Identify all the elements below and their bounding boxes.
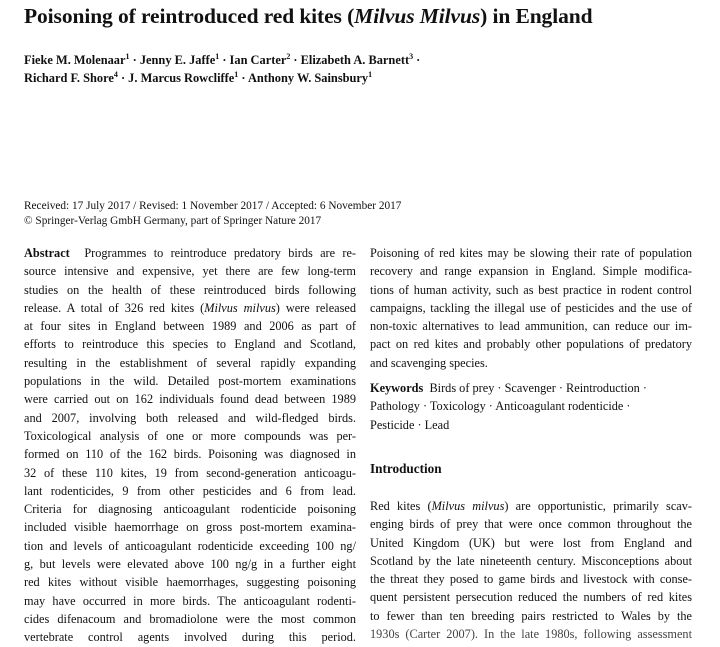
copyright-line: © Springer-Verlag GmbH Germany, part of Springer Nature 2017 <box>24 215 322 227</box>
abstract-line: studies on the health of these reintroduced birds following <box>24 282 356 297</box>
author-name: Richard F. Shore <box>24 71 114 85</box>
keywords-label: Keywords <box>370 381 424 395</box>
received-dates: Received: 17 July 2017 / Revised: 1 November 2017 / Accepted: 6 November 2017 <box>24 200 402 212</box>
abstract-continued-line: Poisoning of red kites may be slowing their rate of population <box>370 246 692 260</box>
abstract-line: source intensive and expensive, yet there are few long-term <box>24 264 356 279</box>
abstract-line: Criteria for diagnosing anticoagulant rodenticide poisoning <box>24 502 356 517</box>
abstract-line: g, but levels were elevated above 100 ng/g in a further eight <box>24 557 356 572</box>
author-separator: · <box>238 71 248 85</box>
intro-line: Red kites (Milvus milvus) are opportunistic, primarily scav- <box>370 499 692 513</box>
keywords-block <box>370 379 692 434</box>
affiliation-marker: 2 <box>286 52 291 61</box>
abstract-line: resulting in the establishment of several rapidly expanding <box>24 355 356 370</box>
keywords-first-line: Keywords Birds of prey · Scavenger · Reintroduction · <box>370 381 647 395</box>
paper-title: Poisoning of reintroduced red kites (Milvus Milvus) in England <box>24 4 593 28</box>
abstract-continued-line: non-toxic alternatives to lead ammunition, can reduce our im- <box>370 319 692 334</box>
abstract-first-line: Abstract Programmes to reintroduce predatory birds are re- <box>24 246 356 260</box>
introduction-column <box>370 497 692 643</box>
intro-line: United Kingdom (UK) but were lost from England and <box>370 535 692 550</box>
author-name: Elizabeth A. Barnett <box>300 53 410 67</box>
abstract-line: populations in the wild. Detailed post-mortem examinations <box>24 374 356 389</box>
abstract-line: formed on 110 of the 162 birds. Poisoning was diagnosed in <box>24 447 356 462</box>
intro-line: to fewer than ten breeding pairs restricted to Wales by the <box>370 608 692 623</box>
abstract-line: at four sites in England between 1989 and 2006 as part of <box>24 319 356 334</box>
author-name: J. Marcus Rowcliffe <box>128 71 235 85</box>
abstract-line: tion and levels of anticoagulant rodenticide exceeding 100 ng/ <box>24 538 356 553</box>
keywords-line: Pesticide · Lead <box>370 417 450 432</box>
intro-line: 1930s (Carter 2007). In the late 1980s, following assessment <box>370 627 692 642</box>
abstract-continued-column <box>370 244 692 372</box>
author-name: Ian Carter <box>229 53 287 67</box>
abstract-line: cides difenacoum and bromadiolone were the most common <box>24 611 356 626</box>
affiliation-marker: 1 <box>125 52 130 61</box>
abstract-line: red kites without visible haemorrhages, suggesting poisoning <box>24 575 356 590</box>
author-name: Anthony W. Sainsbury <box>247 71 369 85</box>
author-name: Fieke M. Molenaar <box>24 53 126 67</box>
author-separator: · <box>413 53 421 67</box>
author-separator: · <box>219 53 230 67</box>
species-name: Milvus milvus <box>204 300 276 315</box>
abstract-column <box>24 244 356 647</box>
abstract-continued-line: recovery and range expansion in England. Simple modifica- <box>370 264 692 279</box>
intro-line: quent persistent persecution reduced the numbers of red kites <box>370 590 692 605</box>
affiliation-marker: 3 <box>409 52 414 61</box>
abstract-continued-line: and scavenging species. <box>370 355 488 370</box>
abstract-label: Abstract <box>24 246 70 260</box>
affiliation-marker: 4 <box>113 70 118 79</box>
abstract-line: release. A total of 326 red kites (Milvus milvus) were released <box>24 300 356 315</box>
abstract-line: were carried out on 162 individuals found dead between 1989 <box>24 392 356 407</box>
abstract-line: 32 of these 110 kites, 19 from second-generation anticoagu- <box>24 465 356 480</box>
author-separator: · <box>117 71 129 85</box>
keywords-line: Pathology · Toxicology · Anticoagulant rodenticide · <box>370 399 631 414</box>
abstract-continued-line: pact on red kites and probably other populations of predatory <box>370 337 692 352</box>
affiliation-marker: 1 <box>215 52 220 61</box>
abstract-line: efforts to reintroduce this species to England and Scotland, <box>24 337 356 352</box>
intro-line: Scotland by the late nineteenth century. Misconceptions about <box>370 553 692 568</box>
affiliation-marker: 1 <box>234 70 239 79</box>
affiliation-marker: 1 <box>368 70 373 79</box>
author-list <box>24 51 714 87</box>
abstract-continued-line: tions of human activity, such as best practice in rodent control <box>370 282 692 297</box>
intro-line: enging birds of prey that were once common throughout the <box>370 517 692 532</box>
author-line-1 <box>24 51 714 69</box>
abstract-line: Toxicological analysis of one or more compounds was per- <box>24 428 356 443</box>
abstract-line: and 2007, involving both released and wild-fledged birds. <box>24 410 356 425</box>
intro-line: the threat they posed to game birds and livestock with conse- <box>370 572 692 587</box>
article-history <box>24 199 714 229</box>
abstract-line: may have occurred in more birds. The anticoagulant rodenti- <box>24 593 356 608</box>
species-name: Milvus milvus <box>431 499 505 513</box>
abstract-line: included visible haemorrhage on gross post-mortem examina- <box>24 520 356 535</box>
abstract-continued-line: campaigns, tackling the illegal use of pesticides and the use of <box>370 300 692 315</box>
author-separator: · <box>129 53 140 67</box>
abstract-line: lant rodenticides, 9 from other pesticides and 6 from lead. <box>24 483 356 498</box>
abstract-line: vertebrate control agents involved during this period. <box>24 630 356 645</box>
author-separator: · <box>290 53 301 67</box>
introduction-heading: Introduction <box>370 461 442 476</box>
author-line-2 <box>24 69 714 87</box>
author-name: Jenny E. Jaffe <box>139 53 216 67</box>
